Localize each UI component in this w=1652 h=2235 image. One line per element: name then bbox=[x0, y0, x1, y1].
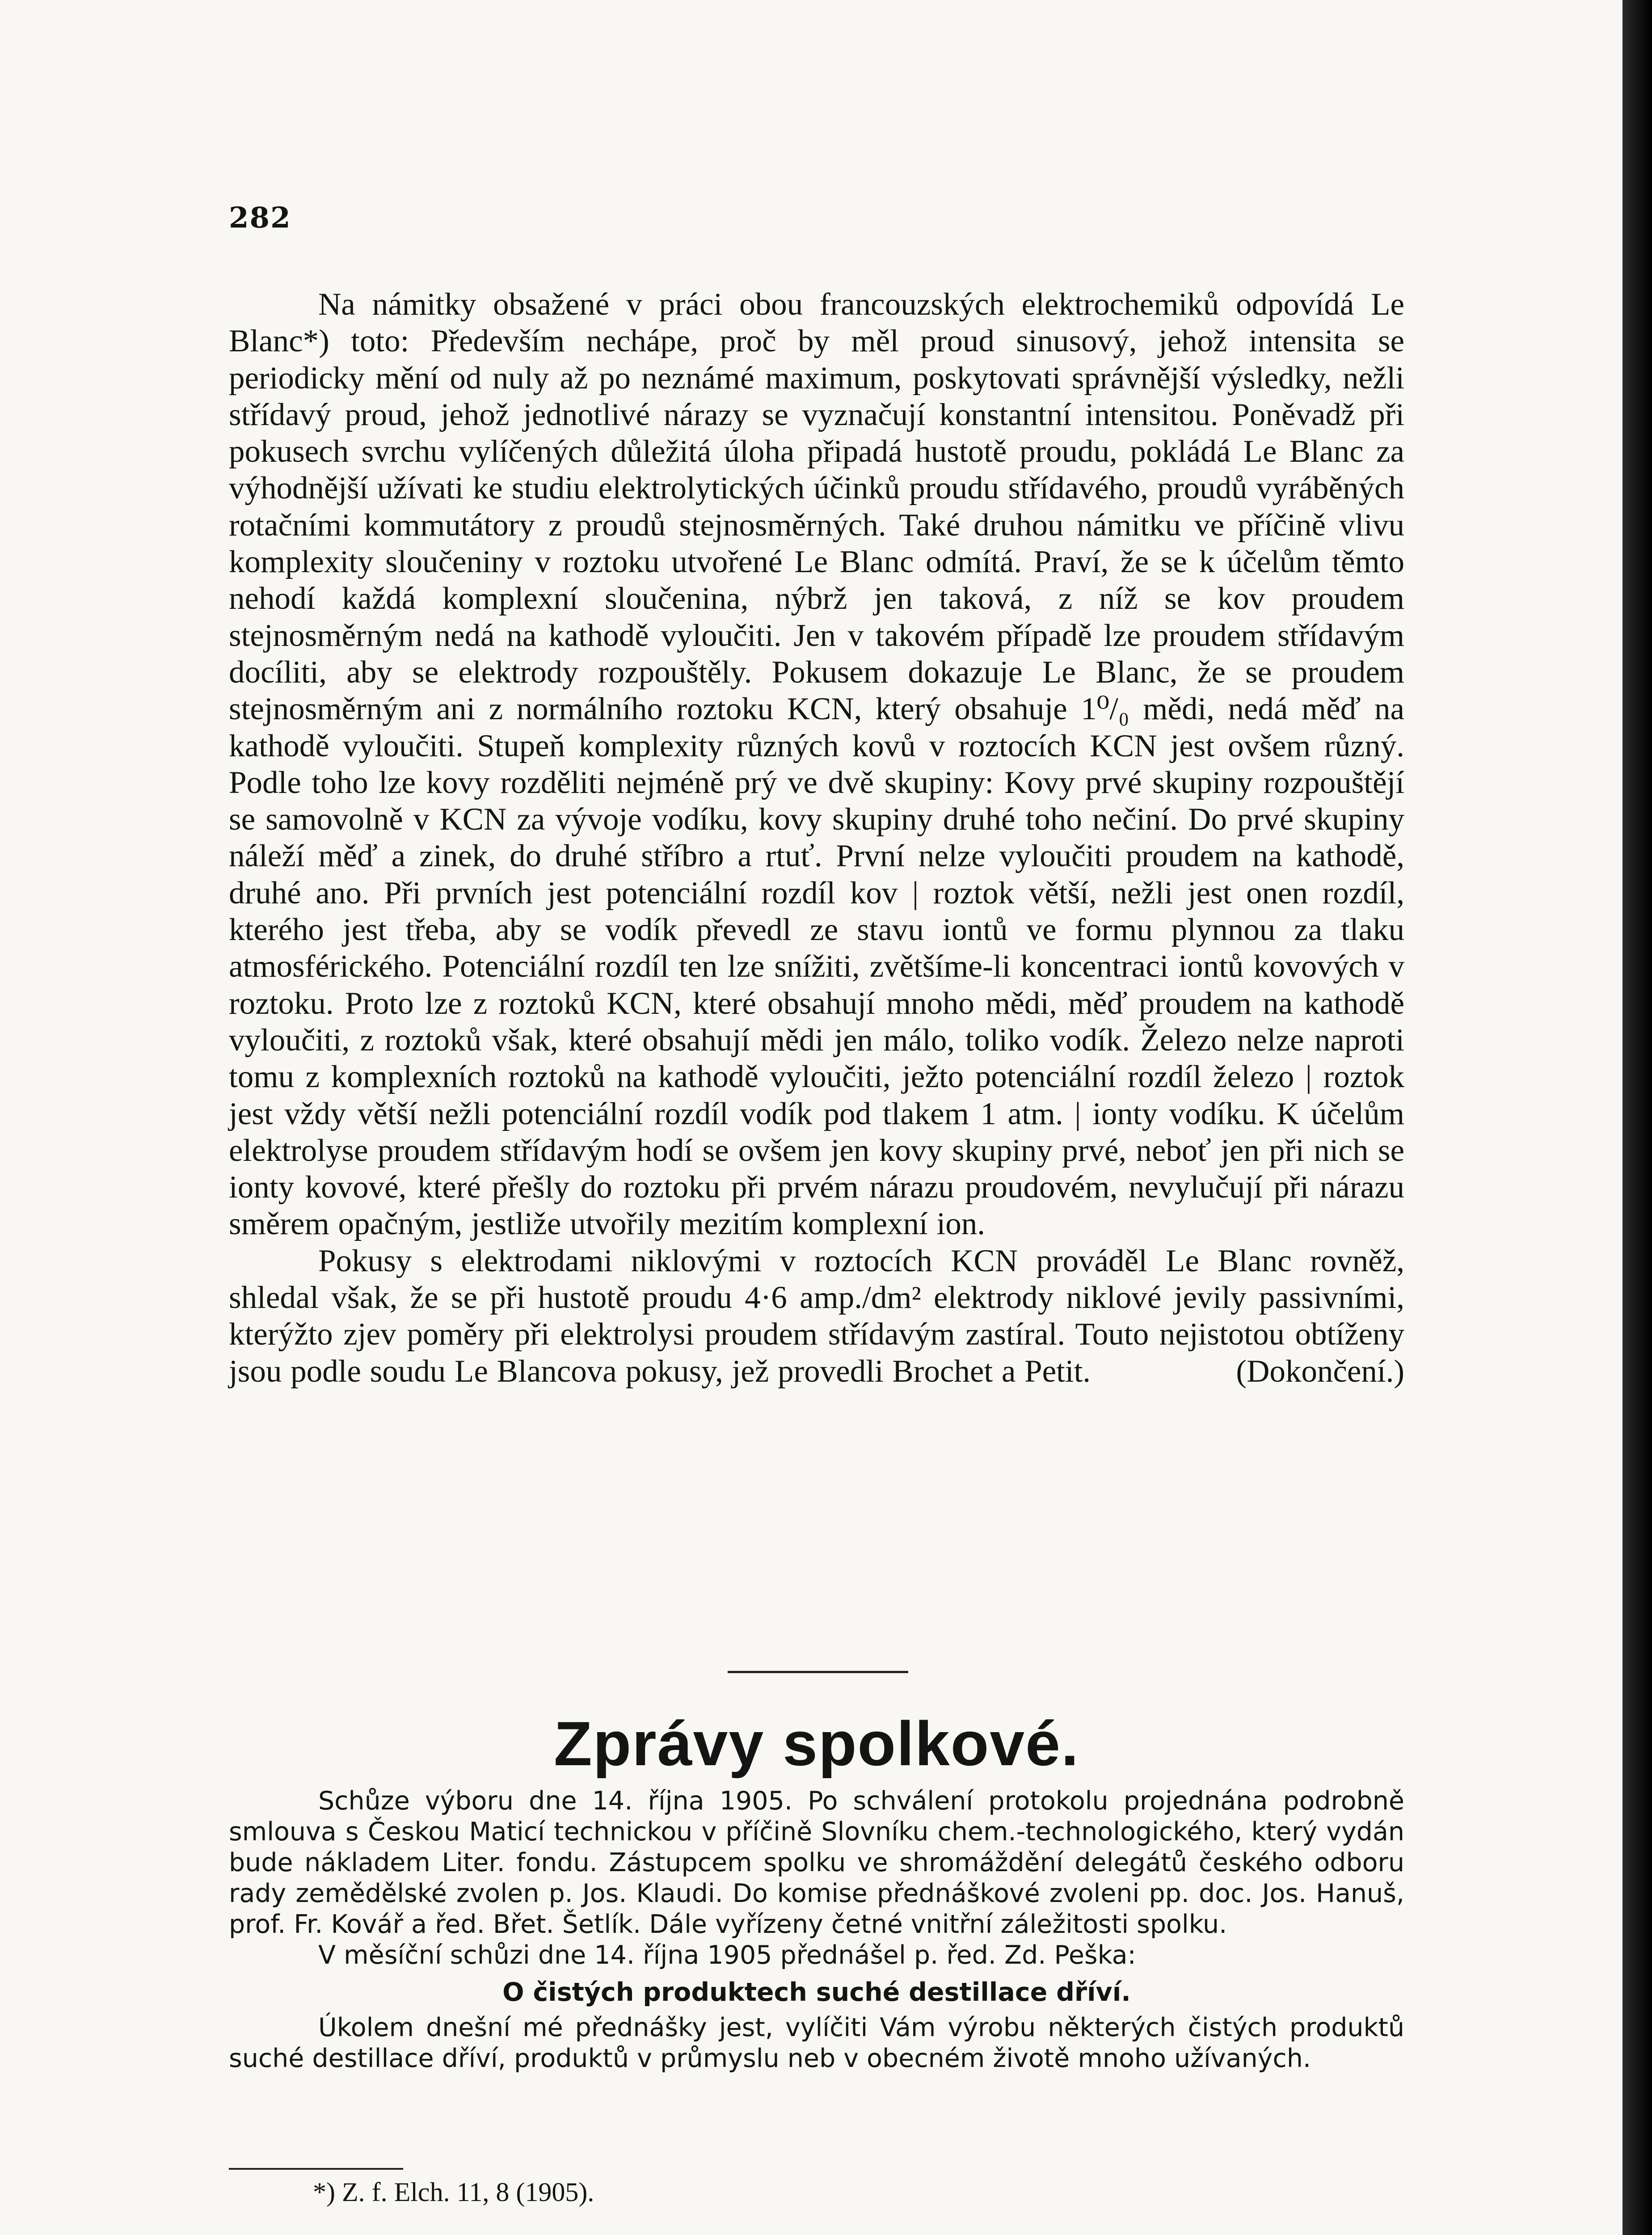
footnote: *) Z. f. Elch. 11, 8 (1905). bbox=[313, 2177, 594, 2207]
section-title: Zprávy spolkové. bbox=[554, 1708, 1079, 1779]
article-body bbox=[229, 286, 1404, 1390]
page-edge bbox=[1622, 0, 1652, 2235]
news-paragraph-2: V měsíční schůzi dne 14. října 1905 přednášel p. řed. Zd. Peška: bbox=[318, 1940, 1136, 1970]
society-news bbox=[229, 1786, 1404, 2074]
page-number: 282 bbox=[229, 201, 291, 235]
paragraph-2-text: Pokusy s elektrodami niklovými v roztocích KCN prováděl Le Blanc rovněž, shledal však, že se při hustotě proudu 4·6 amp./dm² elektrody niklové jevily passivními, kterýžto zjev poměry při elektrolysi proudem střídavým zastíral. Touto nejistotou obtíženy jsou podle soudu Le Blancova pokusy, jež provedli Brochet a Petit. bbox=[229, 1243, 1404, 1389]
news-paragraph-3: Úkolem dnešní mé přednášky jest, vylíčiti Vám výrobu některých čistých produktů suché destillace dříví, produktů v průmyslu neb v obecném životě mnoho užívaných. bbox=[229, 2013, 1404, 2073]
news-paragraph-1: Schůze výboru dne 14. října 1905. Po schválení protokolu projednána podrobně smlouva s Českou Maticí technickou v příčině Slovníku chem.-technologického, který vydán bude nákladem Liter. fondu. Zástupcem spolku ve shromáždění delegátů českého odboru rady zemědělské zvolen p. Jos. Klaudi. Do komise přednáškové zvoleni pp. doc. Jos. Hanuš, prof. Fr. Kovář a řed. Břet. Šetlík. Dále vyřízeny četné vnitřní záležitosti spolku. bbox=[229, 1786, 1404, 1939]
lecture-title: O čistých produktech suché destillace dříví. bbox=[502, 1978, 1131, 2007]
section-divider bbox=[728, 1671, 908, 1673]
continuation-note: (Dokončení.) bbox=[1236, 1354, 1404, 1389]
paragraph-2 bbox=[229, 1243, 1404, 1390]
footnote-divider bbox=[229, 2168, 403, 2170]
paragraph-1: Na námitky obsažené v práci obou francouzských elektrochemiků odpovídá Le Blanc*) toto: Především nechápe, proč by měl proud sinusový, jehož intensita se periodicky mění od nuly až po neznámé maximum, poskytovati správnější výsledky, nežli střídavý proud, jehož jednotlivé nárazy se vyznačují konstantní intensitou. Poněvadž při pokusech svrchu vylíčených důležitá úloha připadá hustotě proudu, pokládá Le Blanc za výhodnější užívati ke studiu elektrolytických účinků proudu střídavého, proudů vyráběných rotačními kommutátory z proudů stejnosměrných. Také druhou námitku ve příčině vlivu komplexity sloučeniny v roztoku utvořené Le Blanc odmítá. Praví, že se k účelům těmto nehodí každá komplexní sloučenina, nýbrž jen taková, z níž se kov proudem stejnosměrným nedá na kathodě vyloučiti. Jen v takovém případě lze proudem střídavým docíliti, aby se elektrody rozpouštěly. Pokusem dokazuje Le Blanc, že se proudem stejnosměrným ani z normálního roztoku KCN, který obsahuje 1⁰/₀ mědi, nedá měď na kathodě vyloučiti. Stupeň komplexity různých kovů v roztocích KCN jest ovšem různý. Podle toho lze kovy rozděliti nejméně prý ve dvě skupiny: Kovy prvé skupiny rozpouštějí se samovolně v KCN za vývoje vodíku, kovy skupiny druhé toho nečiní. Do prvé skupiny náleží měď a zinek, do druhé stříbro a rtuť. První nelze vyloučiti proudem na kathodě, druhé ano. Při prvních jest potenciální rozdíl kov | roztok větší, nežli jest onen rozdíl, kterého jest třeba, aby se vodík převedl ze stavu iontů ve formu plynnou za tlaku atmosférického. Potenciální rozdíl ten lze snížiti, zvětšíme-li koncentraci iontů kovových v roztoku. Proto lze z roztoků KCN, které obsahují mnoho mědi, měď proudem na kathodě vyloučiti, z roztoků však, které obsahují mědi jen málo, toliko vodík. Železo nelze naproti tomu z komplexních roztoků na kathodě vyloučiti, ježto potenciální rozdíl železo | roztok jest vždy větší nežli potenciální rozdíl vodík pod tlakem 1 atm. | ionty vodíku. K účelům elektrolyse proudem střídavým hodí se ovšem jen kovy skupiny prvé, neboť jen při nich se ionty kovové, které přešly do roztoku při prvém nárazu proudovém, nevylučují při nárazu směrem opačným, jestliže utvořily mezitím komplexní ion. bbox=[229, 287, 1404, 1242]
